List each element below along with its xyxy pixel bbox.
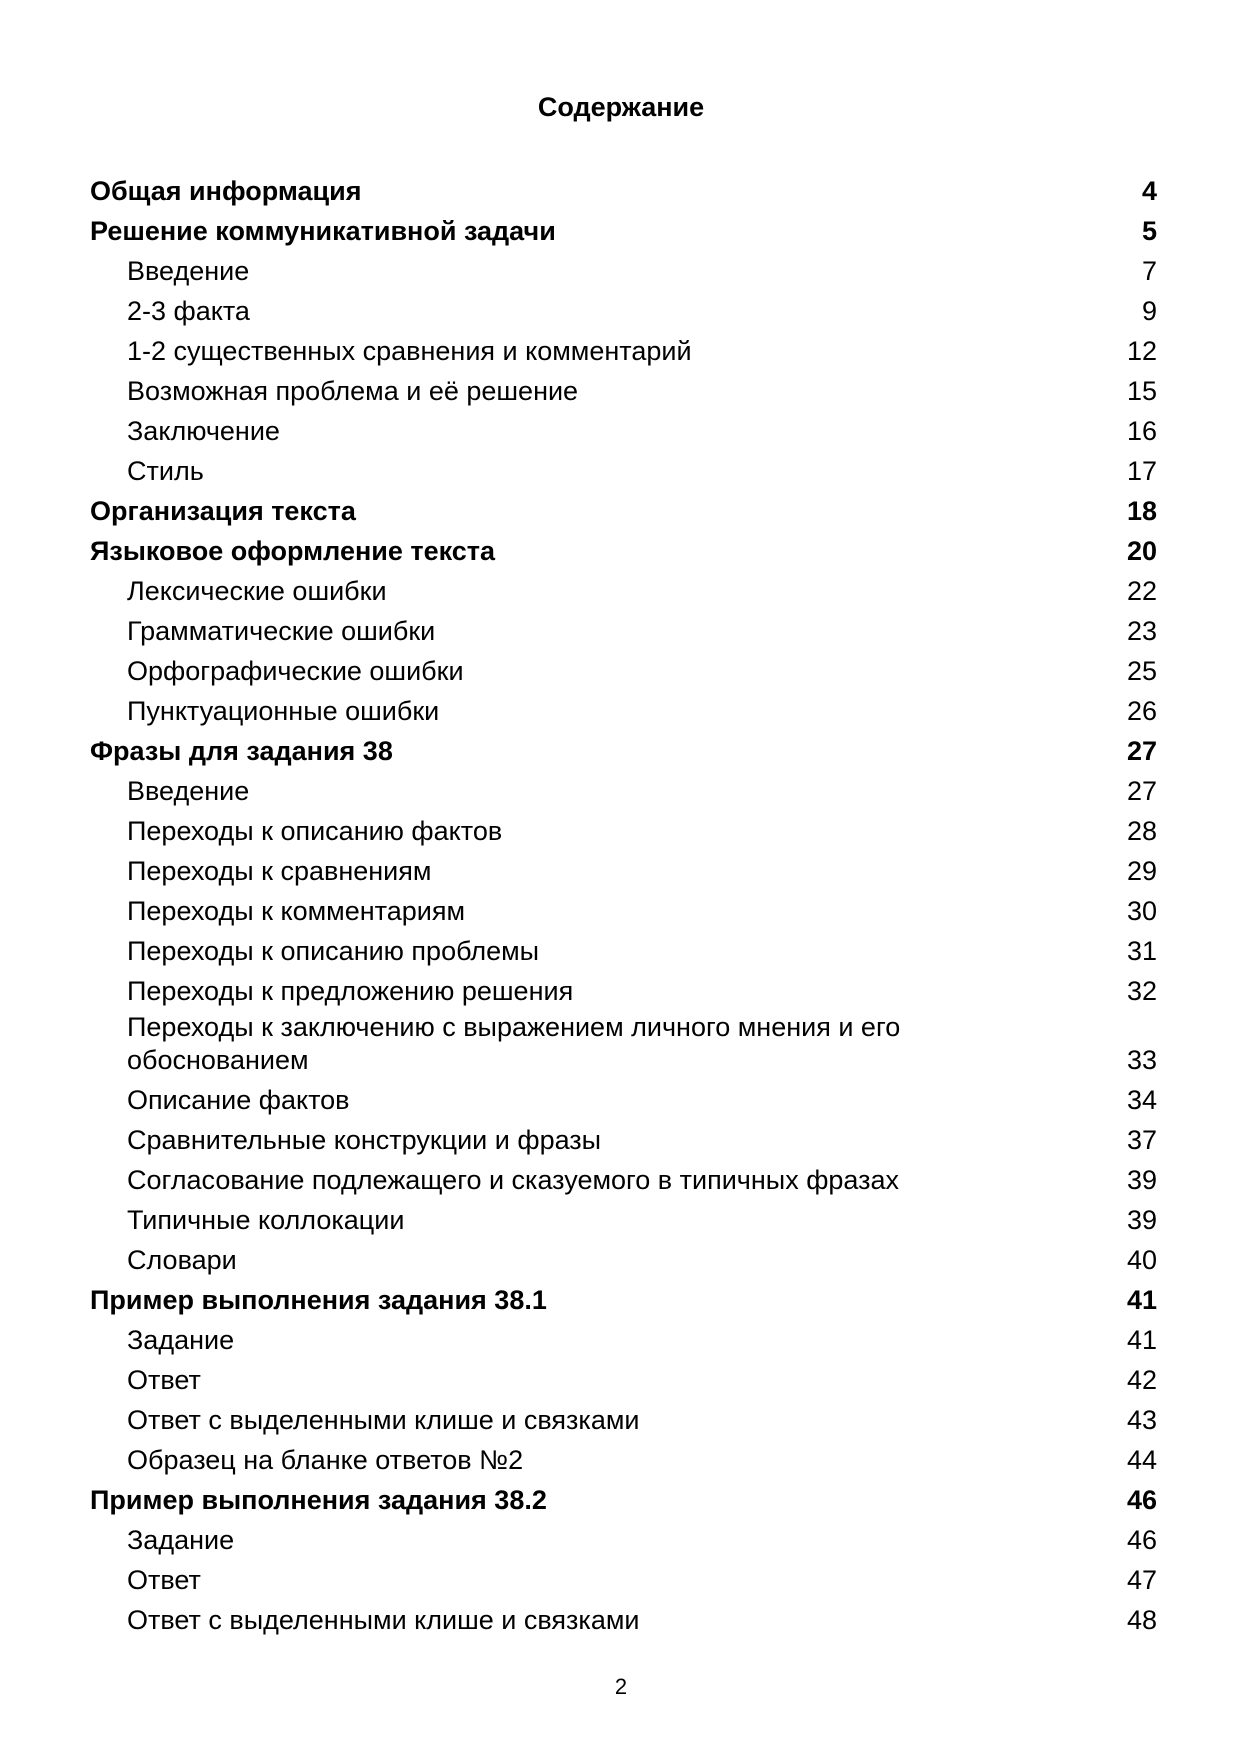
toc-entry-label: Орфографические ошибки: [127, 656, 464, 686]
toc-entry-label: Ответ: [127, 1565, 201, 1595]
page-number: 2: [614, 1674, 628, 1699]
toc-entry-page: 4: [1141, 176, 1157, 206]
toc-entry-label: Переходы к описанию проблемы: [127, 936, 540, 966]
toc-entry-page: 12: [1126, 336, 1157, 366]
toc-entry-label: Языковое оформление текста: [90, 536, 496, 566]
toc-entry-label: 1-2 существенных сравнения и комментарий: [127, 336, 692, 366]
toc-subsection[interactable]: [90, 771, 1157, 811]
toc-entry-page: 33: [1126, 1045, 1157, 1075]
toc-entry-page: 15: [1126, 376, 1157, 406]
toc-entry-page: 27: [1126, 736, 1157, 766]
toc-entry-page: 27: [1126, 776, 1157, 806]
toc-entry-label: Типичные коллокации: [127, 1205, 405, 1235]
toc-entry-page: 26: [1126, 696, 1157, 726]
toc-subsection[interactable]: [90, 611, 1157, 651]
toc-subsection[interactable]: [90, 1011, 1157, 1080]
toc-entry-page: 41: [1126, 1285, 1157, 1315]
toc-entry-label: Решение коммуникативной задачи: [90, 216, 556, 246]
toc-entry-label: Переходы к сравнениям: [127, 856, 432, 886]
toc-entry-page: 17: [1126, 456, 1157, 486]
table-of-contents: [90, 171, 1157, 1640]
toc-entry-label: Пунктуационные ошибки: [127, 696, 440, 726]
toc-entry-page: 5: [1141, 216, 1157, 246]
toc-entry-page: 43: [1126, 1405, 1157, 1435]
toc-entry-label: Ответ с выделенными клише и связками: [127, 1605, 640, 1635]
toc-entry-label: Задание: [127, 1525, 235, 1555]
toc-entry-page: 25: [1126, 656, 1157, 686]
toc-entry-page: 39: [1126, 1205, 1157, 1235]
toc-entry-page: 18: [1126, 496, 1157, 526]
toc-entry-page: 47: [1126, 1565, 1157, 1595]
toc-entry-page: 40: [1126, 1245, 1157, 1275]
toc-entry-label: Заключение: [127, 416, 280, 446]
toc-entry-page: 44: [1126, 1445, 1157, 1475]
toc-section-example-38-1[interactable]: [90, 1280, 1157, 1320]
toc-entry-page: 48: [1126, 1605, 1157, 1635]
toc-subsection[interactable]: [90, 971, 1157, 1011]
toc-subsection[interactable]: [90, 411, 1157, 451]
toc-subsection[interactable]: [90, 1560, 1157, 1600]
toc-section-phrases[interactable]: [90, 731, 1157, 771]
toc-entry-page: 41: [1126, 1325, 1157, 1355]
toc-entry-label: Согласование подлежащего и сказуемого в типичных фразах: [127, 1165, 900, 1195]
toc-subsection[interactable]: [90, 1520, 1157, 1560]
toc-entry-label: Сравнительные конструкции и фразы: [127, 1125, 602, 1155]
toc-entry-label: Ответ с выделенными клише и связками: [127, 1405, 640, 1435]
toc-entry-label: Введение: [127, 256, 250, 286]
toc-entry-page: 30: [1126, 896, 1157, 926]
toc-entry-label: Фразы для задания 38: [90, 736, 393, 766]
toc-subsection[interactable]: [90, 651, 1157, 691]
toc-section-general-info[interactable]: [90, 171, 1157, 211]
toc-section-language[interactable]: [90, 531, 1157, 571]
toc-entry-page: 39: [1126, 1165, 1157, 1195]
toc-entry-label: Организация текста: [90, 496, 356, 526]
toc-entry-label: Задание: [127, 1325, 235, 1355]
toc-subsection[interactable]: [90, 291, 1157, 331]
toc-entry-page: 23: [1126, 616, 1157, 646]
toc-entry-label: Словари: [127, 1245, 237, 1275]
toc-entry-page: 28: [1126, 816, 1157, 846]
toc-subsection[interactable]: [90, 1400, 1157, 1440]
toc-subsection[interactable]: [90, 1600, 1157, 1640]
toc-subsection[interactable]: [90, 1200, 1157, 1240]
toc-entry-page: 46: [1126, 1485, 1157, 1515]
toc-subsection[interactable]: [90, 811, 1157, 851]
toc-subsection[interactable]: [90, 331, 1157, 371]
toc-subsection[interactable]: [90, 1120, 1157, 1160]
toc-subsection[interactable]: [90, 851, 1157, 891]
toc-entry-label: Лексические ошибки: [127, 576, 387, 606]
toc-subsection[interactable]: [90, 371, 1157, 411]
toc-entry-page: 29: [1126, 856, 1157, 886]
toc-entry-page: 46: [1126, 1525, 1157, 1555]
toc-entry-label: Пример выполнения задания 38.2: [90, 1485, 547, 1515]
toc-subsection[interactable]: [90, 891, 1157, 931]
toc-subsection[interactable]: [90, 1080, 1157, 1120]
toc-entry-page: 9: [1141, 296, 1157, 326]
toc-entry-label: Грамматические ошибки: [127, 616, 436, 646]
toc-entry-label: Пример выполнения задания 38.1: [90, 1285, 547, 1315]
toc-entry-page: 34: [1126, 1085, 1157, 1115]
toc-entry-page: 32: [1126, 976, 1157, 1006]
toc-entry-label: Возможная проблема и её решение: [127, 376, 579, 406]
toc-entry-label: Переходы к комментариям: [127, 896, 466, 926]
toc-subsection[interactable]: [90, 251, 1157, 291]
toc-entry-label: Образец на бланке ответов №2: [127, 1445, 524, 1475]
toc-entry-label: Описание фактов: [127, 1085, 350, 1115]
toc-subsection[interactable]: [90, 1440, 1157, 1480]
toc-entry-page: 7: [1141, 256, 1157, 286]
toc-subsection[interactable]: [90, 931, 1157, 971]
toc-section-communicative-task[interactable]: [90, 211, 1157, 251]
toc-section-example-38-2[interactable]: [90, 1480, 1157, 1520]
toc-entry-page: 37: [1126, 1125, 1157, 1155]
toc-subsection[interactable]: [90, 691, 1157, 731]
toc-subsection[interactable]: [90, 1240, 1157, 1280]
toc-entry-label: Переходы к предложению решения: [127, 976, 574, 1006]
toc-entry-label: 2-3 факта: [127, 296, 250, 326]
toc-subsection[interactable]: [90, 451, 1157, 491]
toc-entry-page: 22: [1126, 576, 1157, 606]
toc-entry-page: 42: [1126, 1365, 1157, 1395]
toc-entry-label: Переходы к описанию фактов: [127, 816, 503, 846]
toc-subsection[interactable]: [90, 571, 1157, 611]
toc-subsection[interactable]: [90, 1160, 1157, 1200]
toc-entry-label: Общая информация: [90, 176, 362, 206]
toc-entry-label: Переходы к заключению с выражением личного мнения и его обоснованием: [127, 1012, 901, 1075]
toc-entry-page: 20: [1126, 536, 1157, 566]
toc-subsection[interactable]: [90, 1320, 1157, 1360]
toc-entry-page: 16: [1126, 416, 1157, 446]
page-title: Содержание: [537, 92, 705, 122]
toc-entry-label: Ответ: [127, 1365, 201, 1395]
toc-subsection[interactable]: [90, 1360, 1157, 1400]
toc-entry-label: Введение: [127, 776, 250, 806]
toc-entry-page: 31: [1126, 936, 1157, 966]
toc-section-text-organization[interactable]: [90, 491, 1157, 531]
toc-entry-label: Стиль: [127, 456, 204, 486]
